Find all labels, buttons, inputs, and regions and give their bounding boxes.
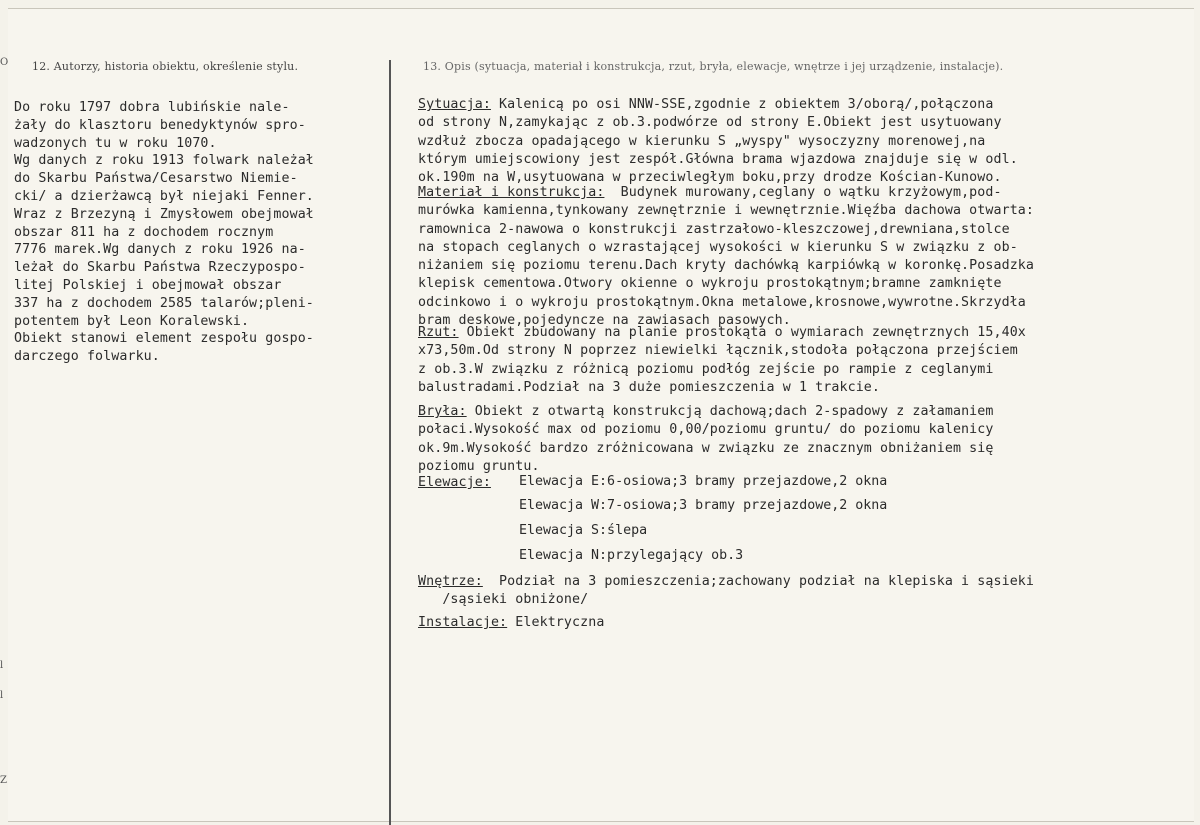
margin-mark: l — [0, 660, 4, 671]
description-header: 13. Opis (sytuacja, materiał i konstrukcja, rzut, bryła, elewacje, wnętrze i jej urządzenie, instalacje). — [423, 60, 1004, 73]
margin-mark: Z — [0, 775, 7, 786]
rzut-text: Obiekt zbudowany na planie prostokąta o wymiarach zewnętrznych 15,40x x73,50m.Od strony N poprzez niewielki łącznik,stodoła połączona przejściem z ob.3.W związku z różnicą poziomu podłóg zejście po rampie z ceglanymi balustradami.Podział na 3 duże pomieszczenia w 1 trakcie. — [418, 325, 1026, 395]
elewacja-item: Elewacja S:ślepa — [519, 523, 648, 538]
material-section — [418, 184, 1188, 330]
elewacja-item: Elewacja E:6-osiowa;3 bramy przejazdowe,2 okna — [519, 474, 888, 489]
elewacje-label: Elewacje: — [418, 475, 491, 490]
instalacje-section — [418, 614, 1188, 632]
column-divider — [389, 60, 391, 825]
instalacje-label: Instalacje: — [418, 615, 508, 630]
rzut-section — [418, 324, 1188, 397]
material-label: Materiał i konstrukcja: — [418, 185, 605, 200]
material-text: Budynek murowany,ceglany o wątku krzyżowym,pod- murówka kamienna,tynkowany zewnętrznie i wewnętrznie.Więźba dachowa otwarta: ramownica 2-nawowa o konstrukcji zastrzałowo-kleszczowej,drewniana,stolce na stopach ceglanych o wzrastającej wysokości w kierunku S w związku z ob- niżaniem się poziomu terenu.Dach kryty dachówką karpiówką w koronkę.Posadzka klepisk cementowa.Otwory okienne o wykroju prostokątnym;bramne zamknięte odcinkowo i o wykroju prostokątnym.Okna metalowe,krosnowe,wywrotne.Skrzydła bram deskowe,pojedyncze na zawiasach pasowych. — [418, 185, 1035, 329]
bryla-section — [418, 403, 1188, 476]
wnetrze-section — [418, 573, 1188, 610]
bryla-text: Obiekt z otwartą konstrukcją dachową;dach 2-spadowy z załamaniem połaci.Wysokość max od poziomu 0,00/poziomu gruntu/ do poziomu kalenicy ok.9m.Wysokość bardzo zróżnicowana w związku ze znacznym obniżaniem się poziomu gruntu. — [418, 404, 994, 474]
margin-mark: O — [0, 57, 9, 68]
elewacja-item: Elewacja W:7-osiowa;3 bramy przejazdowe,2 okna — [519, 498, 888, 513]
margin-mark: l — [0, 690, 4, 701]
wnetrze-text: Podział na 3 pomieszczenia;zachowany podział na klepiska i sąsieki /sąsieki obniżone/ — [442, 574, 1035, 608]
instalacje-text: Elektryczna — [507, 615, 605, 630]
wnetrze-label: Wnętrze: — [418, 574, 483, 589]
sytuacja-section — [418, 96, 1188, 187]
sytuacja-label: Sytuacja: — [418, 97, 491, 112]
bryla-label: Bryła: — [418, 404, 467, 419]
rzut-label: Rzut: — [418, 325, 459, 340]
history-text: Do roku 1797 dobra lubińskie nale- żały do klasztoru benedyktynów spro- wadzonych tu w roku 1070. Wg danych z roku 1913 folwark należał do Skarbu Państwa/Cesarstwo Niemie- cki/ a dzierżawcą był niejaki Fenner. Wraz z Brzezyną i Zmysłowem obejmował obszar 811 ha z dochodem rocznym 7776 marek.Wg danych z roku 1926 na- leżał do Skarbu Państwa Rzeczypospo- litej Polskiej i obejmował obszar 337 ha z dochodem 2585 talarów;pleni- potentem był Leon Koralewski. Obiekt stanowi element zespołu gospo- darczego folwarku. — [14, 100, 314, 365]
elewacja-item: Elewacja N:przylegający ob.3 — [519, 548, 744, 563]
sytuacja-text: Kalenicą po osi NNW-SSE,zgodnie z obiektem 3/oborą/,połączona od strony N,zamykając z ob.3.podwórze od strony E.Obiekt jest usytuowany wzdłuż zbocza opadającego w kierunku S „wyspy" wysoczyzny morenowej,na którym umiejscowiony jest zespół.Główna brama wjazdowa znajduje się w odl. ok.190m na W,usytuowana w przeciwległym boku,przy drodze Kościan-Kunowo. — [418, 97, 1018, 186]
history-header: 12. Autorzy, historia obiektu, określenie stylu. — [32, 60, 299, 73]
